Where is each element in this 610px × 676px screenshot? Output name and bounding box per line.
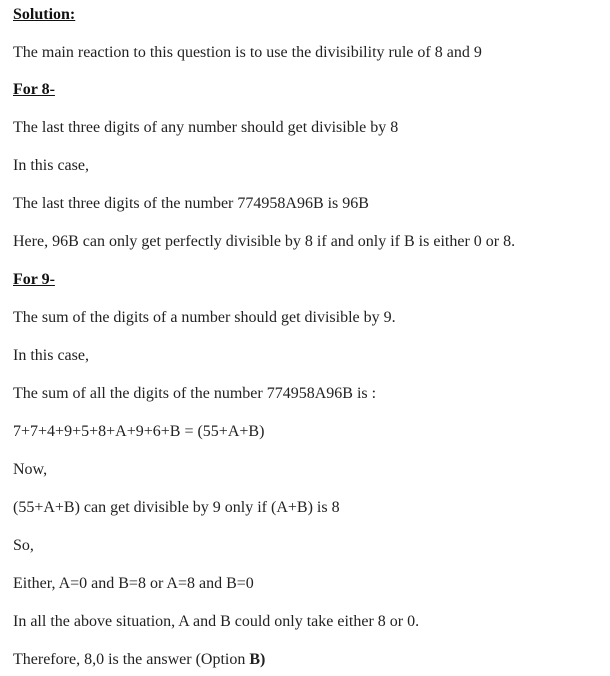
answer-option: B) xyxy=(249,651,266,668)
for-9-heading: For 9- xyxy=(13,271,55,288)
for-9-line: Now, xyxy=(13,461,48,478)
for-9-line: The sum of the digits of a number should get divisible by 9. xyxy=(13,309,396,326)
for-8-line: The last three digits of the number 774958A96B is 96B xyxy=(13,195,369,212)
for-8-line: Here, 96B can only get perfectly divisible by 8 if and only if B is either 0 or 8. xyxy=(13,233,516,250)
digit-sum-equation: 7+7+4+9+5+8+A+9+6+B = (55+A+B) xyxy=(13,423,265,440)
conclusion-text: Therefore, 8,0 is the answer (Option xyxy=(13,651,250,668)
for-9-line: Either, A=0 and B=8 or A=8 and B=0 xyxy=(13,575,254,592)
intro-text: The main reaction to this question is to use the divisibility rule of 8 and 9 xyxy=(13,44,482,61)
conclusion xyxy=(13,650,265,670)
for-9-line: So, xyxy=(13,537,34,554)
for-9-line: The sum of all the digits of the number 774958A96B is : xyxy=(13,385,377,402)
for-8-heading: For 8- xyxy=(13,81,55,98)
for-8-line: In this case, xyxy=(13,157,89,174)
solution-heading: Solution: xyxy=(13,6,76,23)
for-9-line: (55+A+B) can get divisible by 9 only if (A+B) is 8 xyxy=(13,499,340,516)
for-9-line: In this case, xyxy=(13,347,89,364)
for-8-line: The last three digits of any number should get divisible by 8 xyxy=(13,119,399,136)
for-9-line: In all the above situation, A and B could only take either 8 or 0. xyxy=(13,613,420,630)
